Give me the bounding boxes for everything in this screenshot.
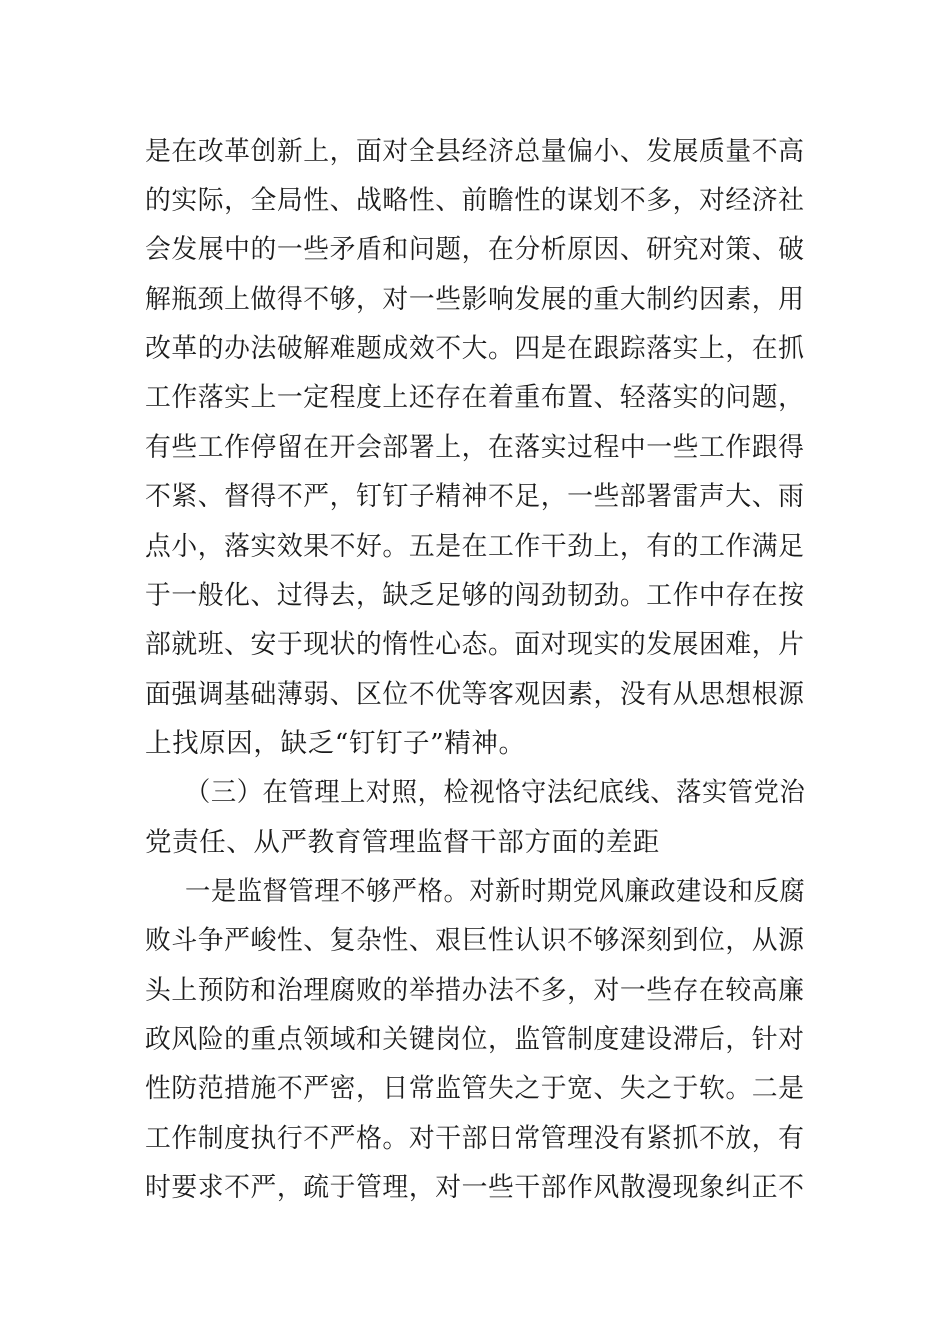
text-line: 于一般化、过得去，缺乏足够的闯劲韧劲。工作中存在按: [145, 580, 805, 611]
text-line: 上找原因，缺乏“钉钉子”精神。: [145, 728, 526, 759]
text-line: 性防范措施不严密，日常监管失之于宽、失之于软。二是: [145, 1073, 805, 1104]
text-line: 改革的办法破解难题成效不大。四是在跟踪落实上，在抓: [145, 333, 805, 364]
text-line: 是在改革创新上，面对全县经济总量偏小、发展质量不高: [145, 136, 805, 167]
text-line: 工作落实上一定程度上还存在着重布置、轻落实的问题，: [145, 382, 805, 413]
text-line: 头上预防和治理腐败的举措办法不多，对一些存在较高廉: [145, 975, 805, 1006]
text-line: 败斗争严峻性、复杂性、艰巨性认识不够深刻到位，从源: [145, 925, 805, 956]
text-line: 不紧、督得不严，钉钉子精神不足，一些部署雷声大、雨: [145, 481, 805, 512]
text-line: 部就班、安于现状的惰性心态。面对现实的发展困难，片: [145, 629, 805, 660]
text-line: 工作制度执行不严格。对干部日常管理没有紧抓不放，有: [145, 1123, 805, 1154]
text-line: 会发展中的一些矛盾和问题，在分析原因、研究对策、破: [145, 234, 805, 265]
text-line: 的实际，全局性、战略性、前瞻性的谋划不多，对经济社: [145, 185, 805, 216]
text-line: 解瓶颈上做得不够，对一些影响发展的重大制约因素，用: [145, 284, 805, 315]
text-line: 时要求不严，疏于管理，对一些干部作风散漫现象纠正不: [145, 1172, 805, 1203]
section-heading-line: （三）在管理上对照，检视恪守法纪底线、落实管党治: [185, 777, 806, 808]
text-line: 一是监督管理不够严格。对新时期党风廉政建设和反腐: [185, 876, 806, 907]
text-line: 点小，落实效果不好。五是在工作干劲上，有的工作满足: [145, 531, 805, 562]
section-heading-line: 党责任、从严教育管理监督干部方面的差距: [145, 827, 660, 858]
text-line: 政风险的重点领域和关键岗位，监管制度建设滞后，针对: [145, 1024, 805, 1055]
text-line: 面强调基础薄弱、区位不优等客观因素，没有从思想根源: [145, 679, 805, 710]
text-line: 有些工作停留在开会部署上，在落实过程中一些工作跟得: [145, 432, 805, 463]
